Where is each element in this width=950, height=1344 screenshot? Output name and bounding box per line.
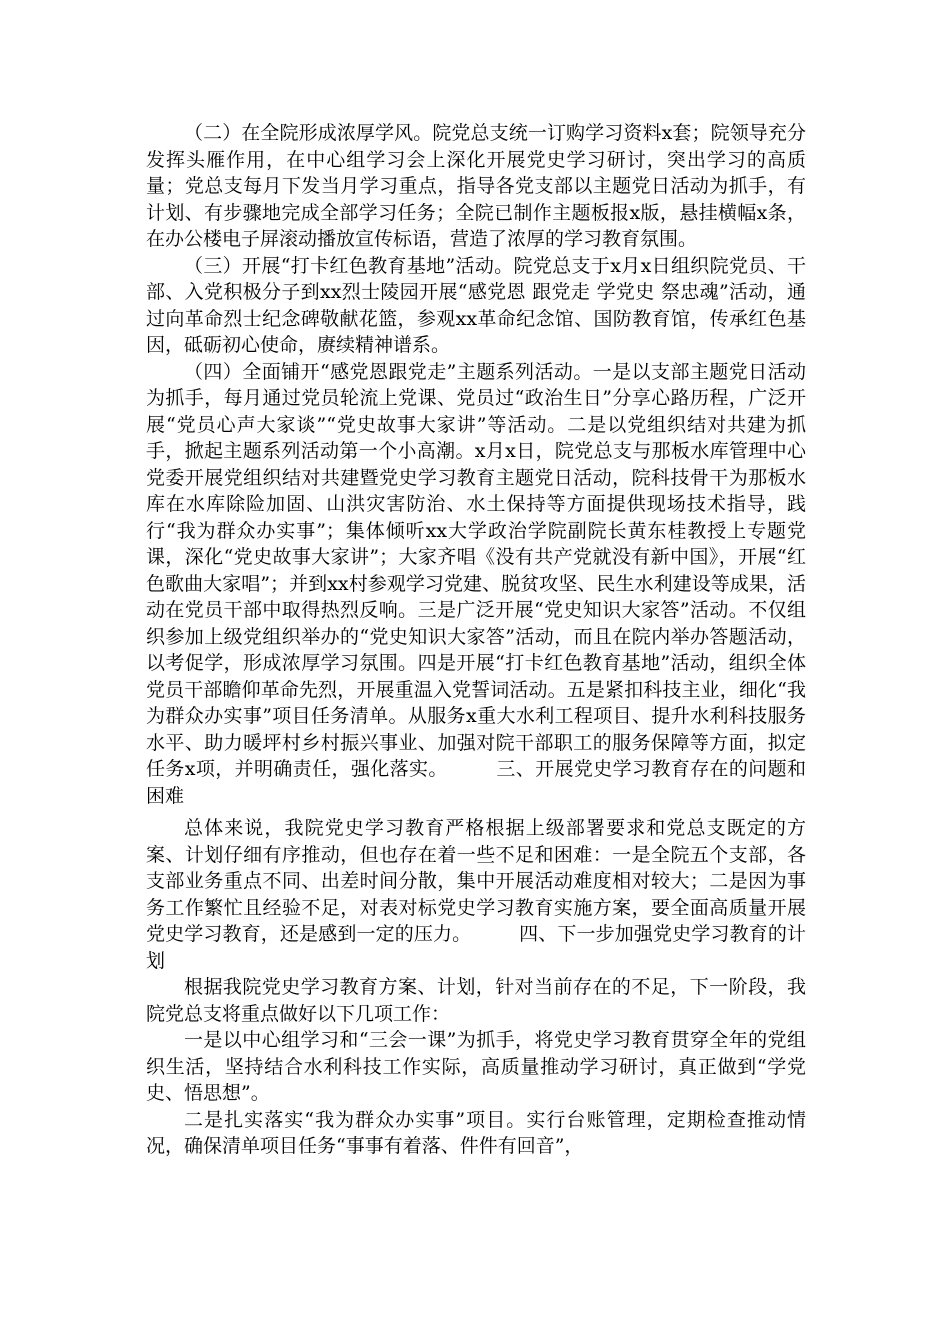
paragraph-plan-item-1: 一是以中心组学习和“三会一课”为抓手，将党史学习教育贯穿全年的党组织生活，坚持结合水利科技工作实际，高质量推动学习研讨，真正做到“学党史、悟思想”。 — [146, 1029, 806, 1104]
paragraph-next-plan: 根据我院党史学习教育方案、计划，针对当前存在的不足，下一阶段，我院党总支将重点做好以下几项工作： — [146, 976, 806, 1025]
paragraph-study-atmosphere: （二）在全院形成浓厚学风。院党总支统一订购学习资料x套；院领导充分发挥头雁作用，在中心组学习会上深化开展党史学习研讨，突出学习的高质量；党总支每月下发当月学习重点，指导各党支部以主题党日活动为抓手，有计划、有步骤地完成全部学习任务；全院已制作主题板报x版，悬挂横幅x条，在办公楼电子屏滚动播放宣传标语，营造了浓厚的学习教育氛围。 — [146, 122, 806, 250]
paragraph-plan-item-2: 二是扎实落实“我为群众办实事”项目。实行台账管理，定期检查推动情况，确保清单项目任务“事事有着落、件件有回音”， — [146, 1108, 806, 1157]
paragraph-theme-activities: （四）全面铺开“感党恩跟党走”主题系列活动。一是以支部主题党日活动为抓手，每月通过党员轮流上党课、党员过“政治生日”分享心路历程，广泛开展“党员心声大家谈”“党史故事大家讲”等活动。二是以党组织结对共建为抓手，掀起主题系列活动第一个小高潮。x月x日，院党总支与那板水库管理中心党委开展党组织结对共建暨党史学习教育主题党日活动，院科技骨干为那板水库在水库除险加固、山洪灾害防治、水土保持等方面提供现场技术指导，践行“我为群众办实事”；集体倾听xx大学政治学院副院长黄东桂教授上专题党课，深化“党史故事大家讲”；大家齐唱《没有共产党就没有新中国》，开展“红色歌曲大家唱”；并到xx村参观学习党建、脱贫攻坚、民生水利建设等成果，活动在党员干部中取得热烈反响。三是广泛开展“党史知识大家答”活动。不仅组织参加上级党组织举办的“党史知识大家答”活动，而且在院内举办答题活动，以考促学，形成浓厚学习氛围。四是开展“打卡红色教育基地”活动，组织全体党员干部瞻仰革命先烈，开展重温入党誓词活动。五是紧扣科技主业，细化“我为群众办实事”项目任务清单。从服务x重大水利工程项目、提升水利科技服务水平、助力暖坪村乡村振兴事业、加强对院干部职工的服务保障等方面，拟定任务x项，并明确责任，强化落实。 三、开展党史学习教育存在的问题和困难 — [146, 360, 806, 807]
paragraph-red-education-base: （三）开展“打卡红色教育基地”活动。院党总支于x月x日组织院党员、干部、入党积极分子到xx烈士陵园开展“感党恩 跟党走 学党史 祭忠魂”活动，通过向革命烈士纪念碑敬献花篮，参观xx革命纪念馆、国防教育馆，传承红色基因，砥砺初心使命，赓续精神谱系。 — [146, 254, 806, 356]
document-body — [146, 120, 806, 1160]
paragraph-problems: 总体来说，我院党史学习教育严格根据上级部署要求和党总支既定的方案、计划仔细有序推动，但也存在着一些不足和困难：一是全院五个支部，各支部业务重点不同、出差时间分散，集中开展活动难度相对较大；二是因为事务工作繁忙且经验不足，对表对标党史学习教育实施方案，要全面高质量开展党史学习教育，还是感到一定的压力。 四、下一步加强党史学习教育的计划 — [146, 817, 806, 972]
